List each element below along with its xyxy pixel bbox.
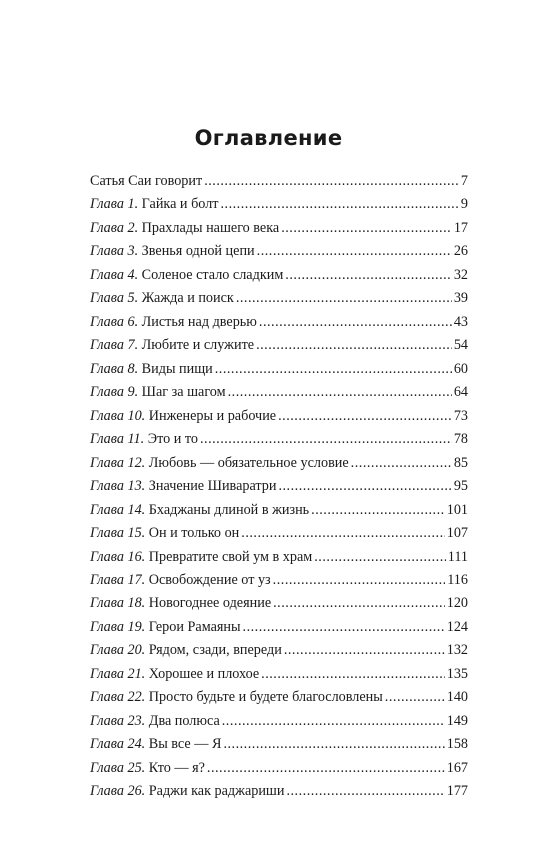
toc-entry xyxy=(90,475,468,498)
toc-entry-label xyxy=(90,405,276,428)
chapter-title: Это и то xyxy=(147,431,198,448)
dot-leader xyxy=(200,428,452,451)
toc-entry-label xyxy=(90,193,218,216)
dot-leader xyxy=(273,569,446,592)
page-number: 32 xyxy=(453,266,468,283)
dot-leader xyxy=(278,475,451,498)
chapter-title: Новогоднее одеяние xyxy=(148,595,272,612)
toc-entry xyxy=(90,334,468,357)
chapter-title: Любовь — обязательное условие xyxy=(148,454,349,471)
dot-leader xyxy=(228,381,452,404)
chapter-number: Глава 17. xyxy=(90,571,146,588)
dot-leader xyxy=(220,193,458,216)
page-title: Оглавление xyxy=(194,126,343,151)
chapter-number: Глава 25. xyxy=(90,759,146,776)
page-number: 132 xyxy=(446,642,468,659)
page-number: 177 xyxy=(446,783,468,800)
toc-entry-label xyxy=(90,733,221,756)
toc-entry-label xyxy=(90,381,226,404)
toc-entry-label xyxy=(90,639,282,662)
chapter-title: Значение Шиваратри xyxy=(148,478,277,495)
page-number: 107 xyxy=(446,525,468,542)
chapter-number: Глава 6. xyxy=(90,313,139,330)
toc-entry-label xyxy=(90,522,239,545)
toc-entry-label xyxy=(90,452,349,475)
chapter-number: Глава 14. xyxy=(90,501,146,518)
toc-entry-label xyxy=(90,499,309,522)
toc-entry xyxy=(90,757,468,780)
page-number: 39 xyxy=(453,290,468,307)
toc-entry xyxy=(90,193,468,216)
dot-leader xyxy=(241,522,444,545)
toc-entry-label xyxy=(90,592,271,615)
dot-leader xyxy=(215,358,452,381)
chapter-number: Глава 18. xyxy=(90,595,146,612)
page-number: 95 xyxy=(453,478,468,495)
page-number: 158 xyxy=(446,736,468,753)
chapter-title: Жажда и поиск xyxy=(141,290,234,307)
chapter-title: Прахлады нашего века xyxy=(141,219,280,236)
toc-entry xyxy=(90,686,468,709)
table-of-contents xyxy=(90,170,468,804)
toc-entry xyxy=(90,287,468,310)
chapter-title: Кто — я? xyxy=(148,759,205,776)
page-number: 26 xyxy=(453,243,468,260)
dot-leader xyxy=(259,311,452,334)
dot-leader xyxy=(273,592,445,615)
chapter-number: Глава 15. xyxy=(90,525,146,542)
chapter-number: Глава 12. xyxy=(90,454,146,471)
page-number: 111 xyxy=(447,548,468,565)
chapter-title: Вы все — Я xyxy=(148,736,222,753)
toc-entry xyxy=(90,358,468,381)
toc-entry xyxy=(90,405,468,428)
chapter-title: Гайка и болт xyxy=(141,196,219,213)
chapter-title: Превратите свой ум в храм xyxy=(148,548,313,565)
chapter-title: Листья над дверью xyxy=(141,313,257,330)
dot-leader xyxy=(222,710,445,733)
chapter-number: Глава 22. xyxy=(90,689,146,706)
toc-entry-label xyxy=(90,686,383,709)
page-number: 17 xyxy=(453,219,468,236)
page-number: 116 xyxy=(447,571,468,588)
dot-leader xyxy=(256,334,452,357)
toc-entry-label xyxy=(90,546,312,569)
chapter-title: Хорошее и плохое xyxy=(148,665,260,682)
page-number: 7 xyxy=(460,173,468,189)
chapter-number: Глава 9. xyxy=(90,384,139,401)
toc-entry xyxy=(90,780,468,803)
toc-entry xyxy=(90,499,468,522)
dot-leader xyxy=(286,780,444,803)
toc-entry xyxy=(90,381,468,404)
toc-entry-label xyxy=(90,757,205,780)
chapter-number: Глава 21. xyxy=(90,665,146,682)
page-number: 135 xyxy=(446,665,468,682)
toc-entry-label xyxy=(90,170,202,193)
chapter-title: Просто будьте и будете благословлены xyxy=(148,689,383,706)
chapter-number: Глава 24. xyxy=(90,736,146,753)
page-number: 120 xyxy=(446,595,468,612)
toc-entry xyxy=(90,733,468,756)
dot-leader xyxy=(257,240,452,263)
chapter-title: Бхаджаны длиной в жизнь xyxy=(148,501,310,518)
page-number: 54 xyxy=(453,337,468,354)
dot-leader xyxy=(278,405,452,428)
chapter-title: Инженеры и рабочие xyxy=(148,407,277,424)
page-number: 78 xyxy=(453,431,468,448)
toc-entry xyxy=(90,264,468,287)
page-number: 149 xyxy=(446,712,468,729)
page-number: 64 xyxy=(453,384,468,401)
dot-leader xyxy=(385,686,445,709)
page-number: 167 xyxy=(446,759,468,776)
page-number: 101 xyxy=(446,501,468,518)
dot-leader xyxy=(351,452,452,475)
chapter-title: Соленое стало сладким xyxy=(141,266,284,283)
page-number: 73 xyxy=(453,407,468,424)
dot-leader xyxy=(261,663,445,686)
chapter-number: Глава 23. xyxy=(90,712,146,729)
chapter-title: Он и только он xyxy=(148,525,240,542)
dot-leader xyxy=(311,499,445,522)
dot-leader xyxy=(281,217,452,240)
dot-leader xyxy=(223,733,444,756)
chapter-title: Виды пищи xyxy=(141,360,213,377)
toc-entry xyxy=(90,428,468,451)
chapter-title: Рядом, сзади, впереди xyxy=(148,642,282,659)
toc-entry xyxy=(90,311,468,334)
dot-leader xyxy=(285,264,452,287)
toc-entry-label xyxy=(90,616,241,639)
chapter-title: Любите и служите xyxy=(141,337,255,354)
chapter-number: Глава 1. xyxy=(90,196,139,213)
toc-entry xyxy=(90,217,468,240)
toc-entry-label xyxy=(90,264,283,287)
toc-entry-label xyxy=(90,569,271,592)
toc-entry-label xyxy=(90,358,213,381)
chapter-title: Освобождение от уз xyxy=(148,571,271,588)
toc-entry xyxy=(90,592,468,615)
chapter-title: Герои Рамаяны xyxy=(148,618,241,635)
chapter-number: Глава 13. xyxy=(90,478,146,495)
toc-entry xyxy=(90,616,468,639)
toc-entry-label xyxy=(90,217,279,240)
page-number: 60 xyxy=(453,360,468,377)
chapter-number: Глава 3. xyxy=(90,243,139,260)
page-number: 124 xyxy=(446,618,468,635)
chapter-number: Глава 19. xyxy=(90,618,146,635)
dot-leader xyxy=(204,170,459,193)
toc-entry-label xyxy=(90,475,276,498)
toc-entry-label xyxy=(90,710,220,733)
toc-entry xyxy=(90,569,468,592)
toc-entry xyxy=(90,522,468,545)
chapter-number: Глава 11. xyxy=(90,431,145,448)
chapter-title: Раджи как раджариши xyxy=(148,783,285,800)
page-number: 85 xyxy=(453,454,468,471)
toc-entry-label xyxy=(90,287,234,310)
toc-entry xyxy=(90,639,468,662)
toc-entry-label xyxy=(90,780,284,803)
chapter-title: Звенья одной цепи xyxy=(141,243,255,260)
dot-leader xyxy=(314,546,446,569)
toc-entry xyxy=(90,663,468,686)
chapter-number: Глава 20. xyxy=(90,642,146,659)
toc-entry xyxy=(90,452,468,475)
toc-entry xyxy=(90,170,468,193)
chapter-number: Глава 10. xyxy=(90,407,146,424)
chapter-title: Сатья Саи говорит xyxy=(90,173,203,189)
dot-leader xyxy=(243,616,445,639)
chapter-number: Глава 26. xyxy=(90,783,146,800)
toc-entry-label xyxy=(90,240,255,263)
toc-entry-label xyxy=(90,663,259,686)
chapter-number: Глава 2. xyxy=(90,219,139,236)
chapter-number: Глава 4. xyxy=(90,266,139,283)
chapter-number: Глава 8. xyxy=(90,360,139,377)
chapter-number: Глава 5. xyxy=(90,290,139,307)
page-number: 140 xyxy=(446,689,468,706)
page-number: 9 xyxy=(460,196,468,213)
dot-leader xyxy=(236,287,452,310)
toc-entry-label xyxy=(90,428,198,451)
chapter-title: Два полюса xyxy=(148,712,220,729)
toc-entry xyxy=(90,710,468,733)
dot-leader xyxy=(284,639,445,662)
chapter-number: Глава 7. xyxy=(90,337,139,354)
chapter-title: Шаг за шагом xyxy=(141,384,226,401)
toc-entry-label xyxy=(90,334,254,357)
toc-entry-label xyxy=(90,311,257,334)
dot-leader xyxy=(207,757,445,780)
page-number: 43 xyxy=(453,313,468,330)
toc-entry xyxy=(90,240,468,263)
chapter-number: Глава 16. xyxy=(90,548,146,565)
toc-entry xyxy=(90,546,468,569)
